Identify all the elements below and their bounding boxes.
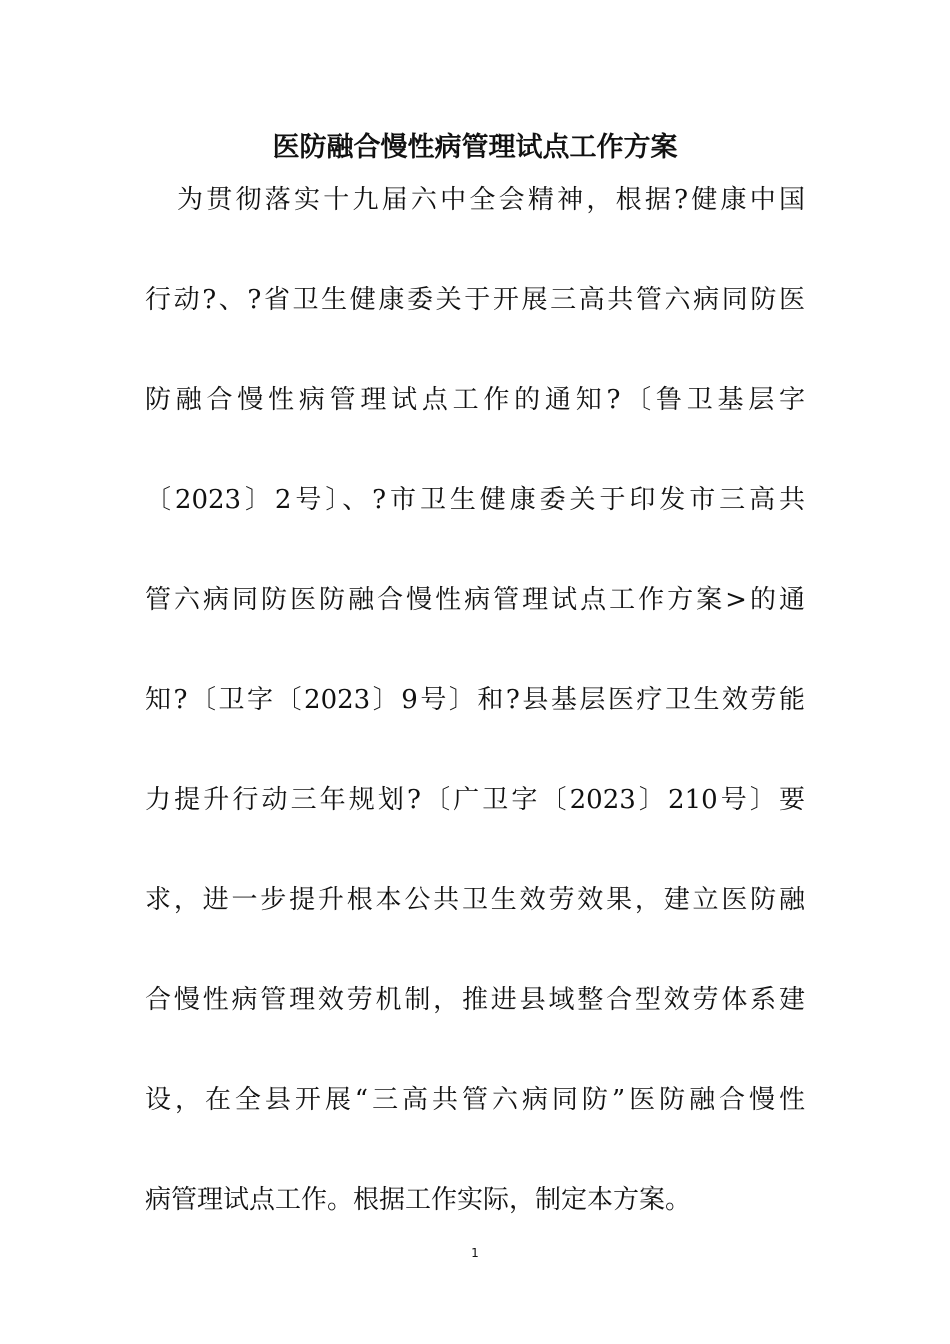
paragraph-line: 为贯彻落实十九届六中全会精神，根据?健康中国 (177, 185, 805, 215)
paragraph-line: 知?〔卫字〔2023〕9号〕和?县基层医疗卫生效劳能 (145, 685, 805, 715)
paragraph-line: 行动?、?省卫生健康委关于开展三高共管六病同防医 (145, 285, 805, 315)
paragraph-line: 求，进一步提升根本公共卫生效劳效果，建立医防融 (145, 885, 805, 915)
paragraph-line: 病管理试点工作。根据工作实际，制定本方案。 (145, 1185, 692, 1215)
paragraph-line: 〔2023〕2号〕、?市卫生健康委关于印发市三高共 (145, 485, 805, 515)
paragraph-line: 防融合慢性病管理试点工作的通知?〔鲁卫基层字 (145, 385, 805, 415)
document-title: 医防融合慢性病管理试点工作方案 (272, 132, 678, 163)
page-number: 1 (471, 1246, 479, 1260)
paragraph-line: 合慢性病管理效劳机制，推进县域整合型效劳体系建 (145, 985, 805, 1015)
paragraph-line: 力提升行动三年规划?〔广卫字〔2023〕210号〕要 (145, 785, 805, 815)
paragraph-line: 管六病同防医防融合慢性病管理试点工作方案>的通 (145, 585, 805, 615)
paragraph-line: 设，在全县开展“三高共管六病同防”医防融合慢性 (145, 1085, 805, 1115)
